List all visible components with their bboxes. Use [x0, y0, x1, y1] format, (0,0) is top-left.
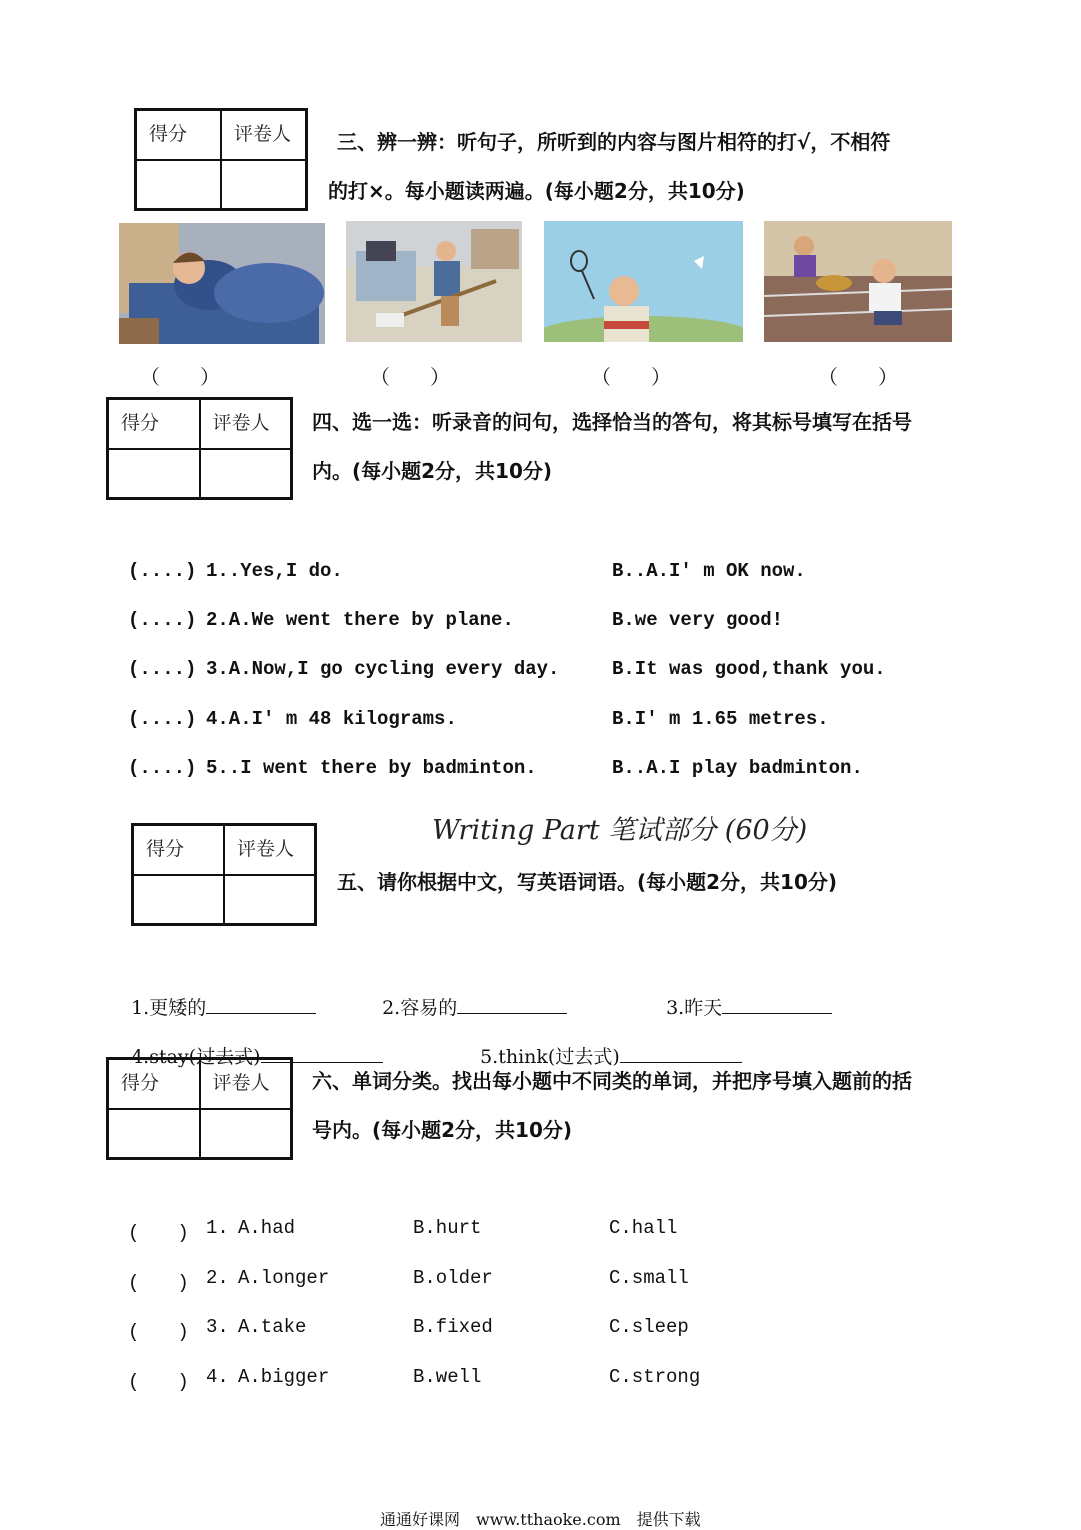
- score-cell[interactable]: [108, 449, 200, 499]
- section6-item-4-paren[interactable]: ( ): [128, 1371, 189, 1393]
- section6-item-2-a: A.longer: [238, 1267, 330, 1289]
- running-boy-picture: [764, 221, 952, 342]
- section6-item-3-a: A.take: [238, 1316, 307, 1338]
- section4-item-3-paren[interactable]: (....): [128, 658, 197, 680]
- score-cell[interactable]: [108, 1109, 200, 1159]
- section5-item-4-label: 4.stay(过去式): [131, 1046, 261, 1068]
- section4-instruction-line2: 内。(每小题2分，共10分): [312, 459, 553, 483]
- section4-item-5-option-a: 5..I went there by badminton.: [206, 757, 537, 779]
- section4-item-4-option-a: 4.A.I' m 48 kilograms.: [206, 708, 457, 730]
- section5-item-2-label: 2.容易的: [382, 997, 458, 1019]
- score-label: 得分: [108, 399, 200, 449]
- grader-cell[interactable]: [221, 160, 306, 210]
- section4-item-4-paren[interactable]: (....): [128, 708, 197, 730]
- section5-item-3: [654, 971, 832, 1020]
- section5-item-5-label: 5.think(过去式): [480, 1046, 620, 1068]
- section6-item-4-b: B.well: [413, 1366, 482, 1388]
- section6-item-4-c: C.strong: [609, 1366, 701, 1388]
- answer-paren-4[interactable]: （ ）: [818, 365, 898, 389]
- answer-paren-3[interactable]: （ ）: [591, 365, 671, 389]
- score-label: 得分: [133, 825, 224, 875]
- section3-instruction-line2: 的打×。每小题读两遍。(每小题2分，共10分): [328, 179, 745, 203]
- section6-item-1-c: C.hall: [609, 1217, 678, 1239]
- section4-item-2-option-a: 2.A.We went there by plane.: [206, 609, 514, 631]
- section6-item-1-num: 1.: [206, 1217, 229, 1239]
- section4-item-3-option-b: B.It was good,thank you.: [612, 658, 886, 680]
- section6-item-2-num: 2.: [206, 1267, 229, 1289]
- section6-item-1-paren[interactable]: ( ): [128, 1222, 189, 1244]
- section6-item-3-c: C.sleep: [609, 1316, 689, 1338]
- section4-item-5-paren[interactable]: (....): [128, 757, 197, 779]
- score-table-5: [131, 823, 317, 926]
- section4-item-1-option-a: 1..Yes,I do.: [206, 560, 343, 582]
- page-footer: 通通好课网 www.tthaoke.com 提供下载: [380, 1510, 701, 1529]
- section6-item-1-b: B.hurt: [413, 1217, 482, 1239]
- section4-item-5-option-b: B..A.I play badminton.: [612, 757, 863, 779]
- grader-label: 评卷人: [200, 399, 292, 449]
- score-cell[interactable]: [133, 875, 224, 925]
- answer-blank[interactable]: [457, 995, 567, 1014]
- grader-label: 评卷人: [200, 1059, 292, 1109]
- section6-item-4-num: 4.: [206, 1366, 229, 1388]
- grader-cell[interactable]: [200, 1109, 292, 1159]
- answer-blank[interactable]: [722, 995, 832, 1014]
- section4-item-1-option-b: B..A.I' m OK now.: [612, 560, 806, 582]
- section6-item-2-b: B.older: [413, 1267, 493, 1289]
- answer-blank[interactable]: [206, 995, 316, 1014]
- section6-item-2-paren[interactable]: ( ): [128, 1272, 189, 1294]
- answer-paren-1[interactable]: （ ）: [140, 365, 220, 389]
- sleeping-man-picture: [119, 223, 325, 344]
- grader-cell[interactable]: [224, 875, 315, 925]
- score-table-3: [134, 108, 308, 211]
- score-label: 得分: [108, 1059, 200, 1109]
- section6-item-3-b: B.fixed: [413, 1316, 493, 1338]
- score-table-6: [106, 1057, 293, 1160]
- section5-item-2: [370, 971, 567, 1020]
- section5-item-3-label: 3.昨天: [666, 997, 723, 1019]
- section5-item-1: [119, 971, 316, 1020]
- section5-item-1-label: 1.更矮的: [131, 997, 207, 1019]
- score-cell[interactable]: [136, 160, 221, 210]
- section4-item-2-paren[interactable]: (....): [128, 609, 197, 631]
- section6-item-4-a: A.bigger: [238, 1366, 330, 1388]
- section6-item-3-num: 3.: [206, 1316, 229, 1338]
- writing-part-title: Writing Part 笔试部分 (60分): [432, 815, 808, 846]
- section4-item-1-paren[interactable]: (....): [128, 560, 197, 582]
- section4-item-2-option-b: B.we very good!: [612, 609, 784, 631]
- section5-instruction: 五、请你根据中文，写英语词语。(每小题2分，共10分): [337, 870, 838, 894]
- section4-instruction-line1: 四、选一选：听录音的问句，选择恰当的答句，将其标号填写在括号: [312, 410, 912, 434]
- section6-item-3-paren[interactable]: ( ): [128, 1321, 189, 1343]
- sweeping-floor-picture: [346, 221, 522, 342]
- section3-instruction-line1: 三、辨一辨：听句子，所听到的内容与图片相符的打√，不相符: [337, 130, 891, 154]
- section4-item-4-option-b: B.I' m 1.65 metres.: [612, 708, 829, 730]
- grader-cell[interactable]: [200, 449, 292, 499]
- score-table-4: [106, 397, 293, 500]
- grader-label: 评卷人: [224, 825, 315, 875]
- section6-item-2-c: C.small: [609, 1267, 689, 1289]
- section4-item-3-option-a: 3.A.Now,I go cycling every day.: [206, 658, 560, 680]
- section6-instruction-line1: 六、单词分类。找出每小题中不同类的单词，并把序号填入题前的括: [312, 1069, 912, 1093]
- badminton-player-picture: [544, 221, 743, 342]
- section6-instruction-line2: 号内。(每小题2分，共10分): [312, 1118, 573, 1142]
- answer-paren-2[interactable]: （ ）: [370, 365, 450, 389]
- score-label: 得分: [136, 110, 221, 160]
- section6-item-1-a: A.had: [238, 1217, 296, 1239]
- grader-label: 评卷人: [221, 110, 306, 160]
